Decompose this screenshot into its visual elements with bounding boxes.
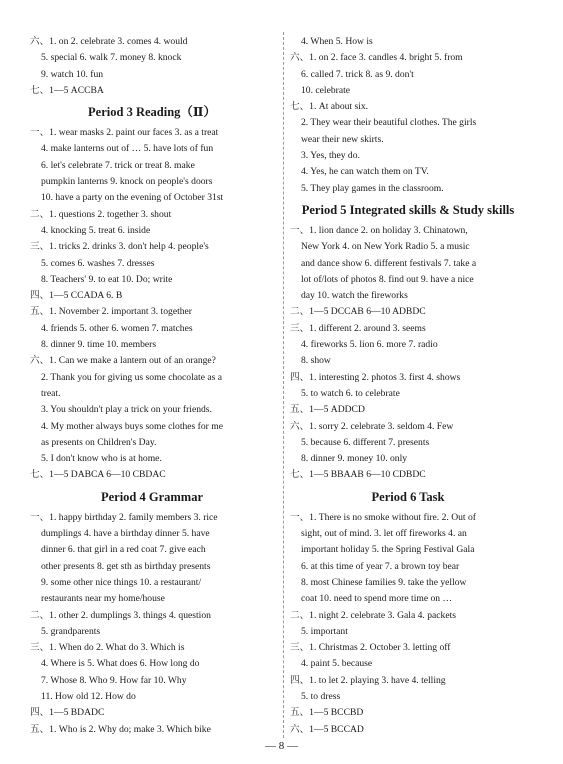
answer-line: 6. let's celebrate 7. trick or treat 8. make <box>41 159 195 171</box>
answer-line: 6. called 7. trick 8. as 9. don't <box>301 68 414 80</box>
answer-line: 8. show <box>301 355 331 367</box>
answer-line: 10. celebrate <box>301 84 351 96</box>
answer-line: 五、1—5 BCCBD <box>290 707 364 719</box>
answer-line: 5. to watch 6. to celebrate <box>301 387 400 399</box>
answer-line: 六、1—5 BCCAD <box>290 723 364 735</box>
answer-line: 二、1—5 DCCAB 6—10 ADBDC <box>290 306 426 318</box>
answer-line: 2. They wear their beautiful clothes. The girls <box>301 117 477 129</box>
answer-line: 4. make lanterns out of … 5. have lots of fun <box>41 143 214 155</box>
answer-line: sight, out of mind. 3. let off fireworks 4. an <box>301 528 467 540</box>
answer-line: 4. Where is 5. What does 6. How long do <box>41 658 200 670</box>
answer-line: 4. paint 5. because <box>301 658 373 670</box>
answer-line: 7. Whose 8. Who 9. How far 10. Why <box>41 674 187 686</box>
left-column <box>30 34 274 738</box>
answer-line: 六、1. Can we make a lantern out of an orange? <box>30 355 216 367</box>
answer-line: 二、1. questions 2. together 3. shout <box>30 208 172 220</box>
answer-line: 七、1—5 ACCBA <box>30 84 104 96</box>
section-heading: Period 6 Task <box>371 489 445 504</box>
answer-line: important holiday 5. the Spring Festival Gala <box>301 544 475 556</box>
page-number: — 8 — <box>265 740 298 752</box>
right-column <box>290 34 526 738</box>
answer-line: New York 4. on New York Radio 5. a music <box>301 241 470 253</box>
answer-line: 三、1. different 2. around 3. seems <box>290 322 426 334</box>
answer-line: treat. <box>41 387 61 399</box>
column-divider <box>283 32 284 738</box>
answer-line: 三、1. Christmas 2. October 3. letting off <box>290 642 451 654</box>
answer-line: 四、1. to let 2. playing 3. have 4. telling <box>290 674 446 686</box>
answer-line: dinner 6. that girl in a red coat 7. give each <box>41 544 206 556</box>
answer-line: 4. My mother always buys some clothes for me <box>41 420 223 432</box>
answer-line: dumplings 4. have a birthday dinner 5. have <box>41 528 210 540</box>
answer-line: as presents on Children's Day. <box>41 436 157 448</box>
answer-line: 三、1. tricks 2. drinks 3. don't help 4. people's <box>30 241 209 253</box>
answer-line: 5. grandparents <box>41 625 101 637</box>
answer-line: 5. I don't know who is at home. <box>41 453 162 465</box>
answer-line: lot of/lots of photos 8. find out 9. have a nice <box>301 273 474 285</box>
answer-line: 5. They play games in the classroom. <box>301 182 444 194</box>
answer-line: other presents 8. get sth as birthday presents <box>41 560 211 572</box>
answer-line: 3. You shouldn't play a trick on your friends. <box>41 404 212 416</box>
answer-line: 二、1. other 2. dumplings 3. things 4. question <box>30 609 211 621</box>
answer-line: 3. Yes, they do. <box>301 150 360 162</box>
answer-line: 4. fireworks 5. lion 6. more 7. radio <box>301 339 438 351</box>
answer-line: pumpkin lanterns 9. knock on people's doors <box>41 176 213 188</box>
answer-line: 三、1. When do 2. What do 3. Which is <box>30 642 185 654</box>
section-heading: Period 5 Integrated skills & Study skills <box>301 202 515 217</box>
answer-line: 8. most Chinese families 9. take the yellow <box>301 576 467 588</box>
answer-line: 5. to dress <box>301 690 341 702</box>
answer-line: day 10. watch the fireworks <box>301 290 408 302</box>
answer-line: 8. dinner 9. money 10. only <box>301 453 408 465</box>
answer-line: restaurants near my home/house <box>41 593 165 605</box>
section-heading: Period 3 Reading（Ⅱ） <box>88 105 216 120</box>
answer-line: 8. dinner 9. time 10. members <box>41 339 157 351</box>
answer-line: 5. important <box>301 625 348 637</box>
answer-line: 9. some other nice things 10. a restaurant/ <box>41 576 202 588</box>
answer-line: 6. at this time of year 7. a brown toy bear <box>301 560 460 572</box>
answer-line: 4. friends 5. other 6. women 7. matches <box>41 322 193 334</box>
answer-line: 4. Yes, he can watch them on TV. <box>301 166 429 178</box>
answer-line: 五、1—5 ADDCD <box>290 404 365 416</box>
answer-line: 5. because 6. different 7. presents <box>301 436 430 448</box>
answer-line: 4. When 5. How is <box>301 36 373 47</box>
answer-line: 8. Teachers' 9. to eat 10. Do; write <box>41 273 173 285</box>
answer-line: 11. How old 12. How do <box>41 690 136 702</box>
answer-line: 一、1. wear masks 2. paint our faces 3. as a treat <box>30 127 219 139</box>
answer-line: 5. special 6. walk 7. money 8. knock <box>41 52 182 64</box>
answer-line: 9. watch 10. fun <box>41 68 104 80</box>
answer-line: 5. comes 6. washes 7. dresses <box>41 257 155 269</box>
answer-line: 六、1. sorry 2. celebrate 3. seldom 4. Few <box>290 420 454 432</box>
answer-line: 一、1. There is no smoke without fire. 2. Out of <box>290 511 476 523</box>
answer-line: coat 10. need to spend more time on … <box>301 593 453 605</box>
answer-line: 六、1. on 2. celebrate 3. comes 4. would <box>30 36 188 47</box>
answer-line: 一、1. happy birthday 2. family members 3. rice <box>30 511 218 523</box>
answer-line: 四、1. interesting 2. photos 3. first 4. shows <box>290 371 461 383</box>
answer-line: 二、1. night 2. celebrate 3. Gala 4. packets <box>290 609 456 621</box>
section-heading: Period 4 Grammar <box>100 489 204 504</box>
answer-line: 七、1. At about six. <box>290 101 369 113</box>
answer-line: 2. Thank you for giving us some chocolate as a <box>41 371 222 383</box>
answer-line: 五、1. Who is 2. Why do; make 3. Which bike <box>30 723 211 735</box>
answer-line: 四、1—5 CCADA 6. B <box>30 290 123 302</box>
answer-line: 四、1—5 BDADC <box>30 707 105 719</box>
answer-line: wear their new skirts. <box>301 133 384 145</box>
answer-line: 10. have a party on the evening of October 31st <box>41 192 224 204</box>
answer-line: 五、1. November 2. important 3. together <box>30 306 192 318</box>
answer-line: and dance show 6. different festivals 7. take a <box>301 257 477 269</box>
answer-line: 七、1—5 DABCA 6—10 CBDAC <box>30 469 166 481</box>
answer-line: 六、1. on 2. face 3. candles 4. bright 5. from <box>290 52 463 64</box>
answer-line: 一、1. lion dance 2. on holiday 3. Chinatown, <box>290 224 468 236</box>
answer-line: 4. knocking 5. treat 6. inside <box>41 224 151 236</box>
answer-line: 七、1—5 BBAAB 6—10 CDBDC <box>290 469 426 481</box>
